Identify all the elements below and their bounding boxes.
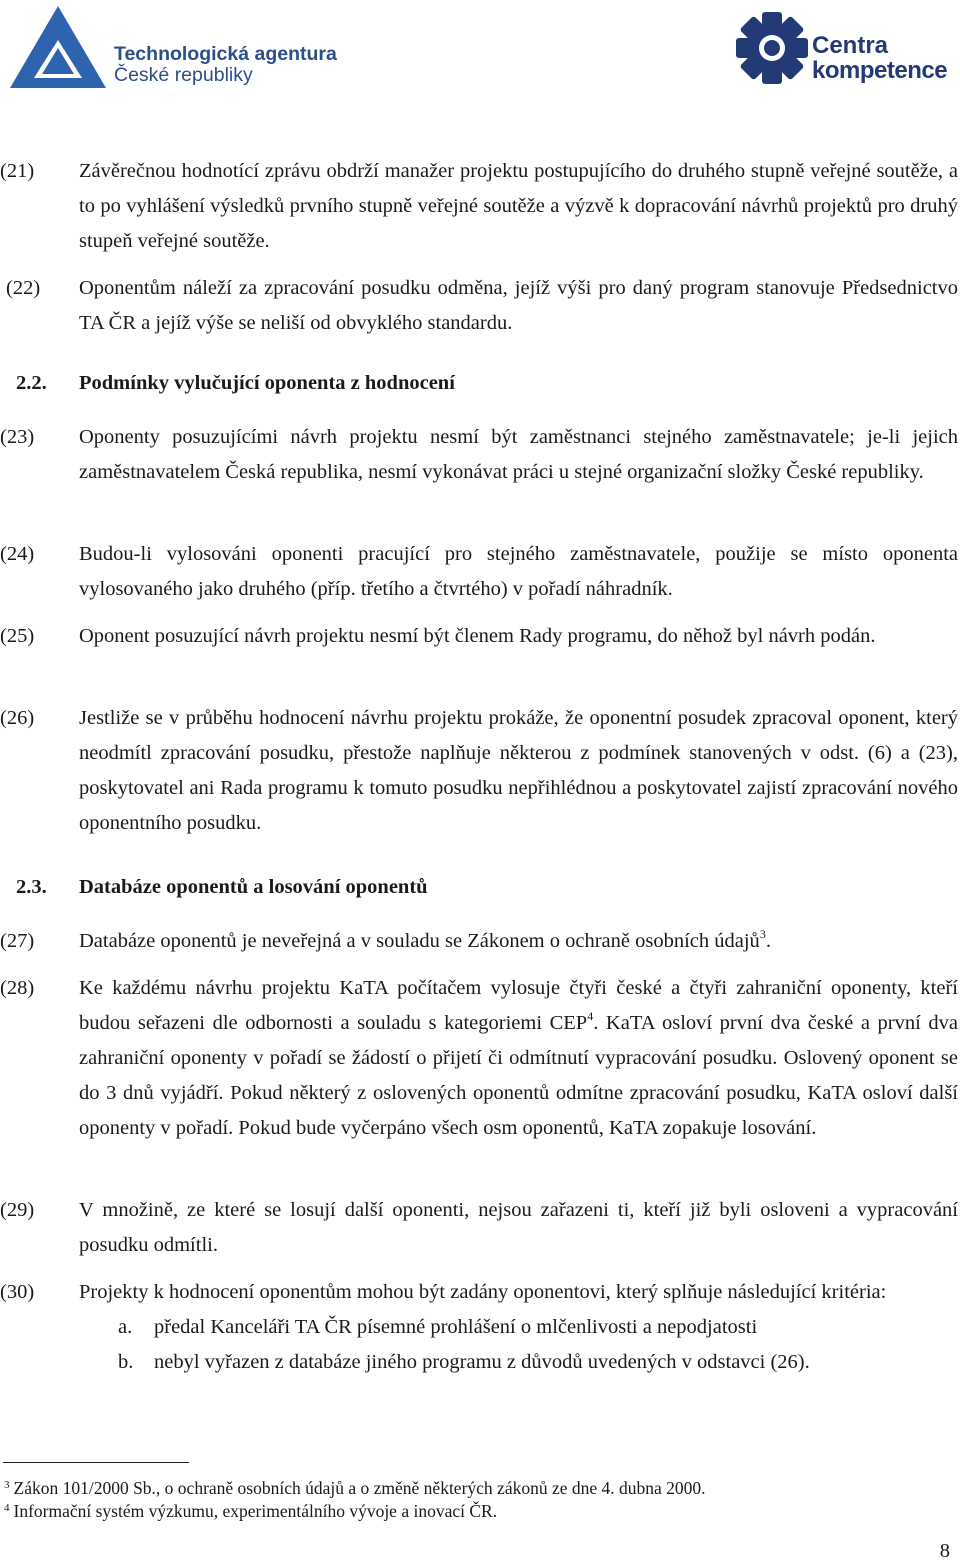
tacr-name-line1: Technologická agentura [114, 43, 337, 65]
paragraph-text [79, 924, 958, 959]
footnote-3 [4, 1477, 706, 1499]
paragraph-number: (25) [0, 625, 35, 647]
footnote-mark: 4 [4, 1502, 10, 1514]
section-number: 2.2. [16, 372, 47, 394]
paragraph-number: (29) [0, 1199, 35, 1221]
paragraph-26 [0, 701, 958, 841]
paragraph-number: (28) [0, 977, 35, 999]
paragraph-text-part1: Ke každému návrhu projektu KaTA počítačem vylosuje čtyři české a čtyři zahraniční oponenty, kteří budou seřazeni dle odbornosti a souladu s kategoriemi CEP [79, 977, 958, 1034]
footnote-4 [4, 1500, 497, 1522]
paragraph-29 [0, 1193, 958, 1263]
list-item-text: nebyl vyřazen z databáze jiného programu z důvodů uvedených v odstavci (26). [154, 1351, 810, 1373]
footnote-ref-3: 3 [759, 927, 766, 941]
paragraph-text: V množině, ze které se losují další oponenti, nejsou zařazeni ti, kteří již byli osloveni a vypracování posudku odmítli. [79, 1199, 958, 1256]
centra-kompetence-logo [734, 10, 948, 90]
paragraph-24 [0, 537, 958, 607]
paragraph-27 [0, 924, 958, 959]
paragraph-number: (24) [0, 543, 35, 565]
paragraph-23 [0, 420, 958, 490]
paragraph-number: (21) [0, 160, 35, 182]
list-item-label: a. [118, 1316, 133, 1338]
tacr-logo [8, 4, 337, 90]
list-item [79, 1345, 958, 1380]
tacr-name-line2: České republiky [114, 64, 253, 86]
criteria-list [79, 1310, 958, 1380]
footnote-text: Zákon 101/2000 Sb., o ochraně osobních údajů a o změně některých zákonů ze dne 4. dubna 2000. [13, 1478, 706, 1498]
paragraph-text: Oponentům náleží za zpracování posudku odměna, jejíž výši pro daný program stanovuje Předsednictvo TA ČR a jejíž výše se neliší od obvyklého standardu. [79, 277, 958, 334]
paragraph-text-body: Databáze oponentů je neveřejná a v souladu se Zákonem o ochraně osobních údajů [79, 930, 760, 952]
paragraph-number: (22) [6, 277, 41, 299]
paragraph-number: (30) [0, 1281, 35, 1303]
footnote-mark: 3 [4, 1479, 10, 1491]
ck-name-line1: Centra [812, 32, 889, 59]
paragraph-30 [0, 1275, 958, 1380]
star-puzzle-icon [734, 10, 810, 86]
paragraph-text: Projekty k hodnocení oponentům mohou být zadány oponentovi, který splňuje následující kritéria: [79, 1281, 887, 1303]
paragraph-text [79, 971, 958, 1146]
footnote-text: Informační systém výzkumu, experimentálního vývoje a inovací ČR. [13, 1501, 498, 1521]
paragraph-number: (27) [0, 930, 35, 952]
paragraph-number: (23) [0, 426, 35, 448]
page-number: 8 [939, 1540, 950, 1562]
ck-name-line2: kompetence [812, 57, 948, 84]
paragraph-text: Budou-li vylosováni oponenti pracující pro stejného zaměstnavatele, použije se místo oponenta vylosovaného jako druhého (příp. třetího a čtvrtého) v pořadí náhradník. [79, 543, 958, 600]
paragraph-text: Jestliže se v průběhu hodnocení návrhu projektu prokáže, že oponentní posudek zpracoval oponent, který neodmítl zpracování posudku, přestože naplňuje některou z podmínek stanovených v odst. (6) a (23), poskytovatel ani Rada programu k tomuto posudku nepřihlédnou a poskytovatel zajistí zpracování nového oponentního posudku. [79, 707, 958, 834]
section-title: Databáze oponentů a losování oponentů [79, 876, 428, 898]
paragraph-25 [0, 619, 958, 654]
list-item-text: předal Kanceláři TA ČR písemné prohlášení o mlčenlivosti a nepodjatosti [154, 1316, 758, 1338]
footnote-ref-4: 4 [587, 1009, 594, 1023]
paragraph-text-part2: . KaTA osloví první dva české a první dva zahraniční oponenty v pořadí se žádostí o přijetí či odmítnutí vypracování posudku. Oslovený oponent se do 3 dnů vyjádří. Pokud některý z oslovených oponentů odmítne zpracování posudku, KaTA osloví další oponenty v pořadí. Pokud bude vyčerpáno všech osm oponentů, KaTA zopakuje losování. [79, 1012, 958, 1139]
list-item-label: b. [118, 1351, 134, 1373]
footnote-divider [3, 1462, 189, 1463]
section-number: 2.3. [16, 876, 47, 898]
list-item [79, 1310, 958, 1345]
paragraph-28 [0, 971, 958, 1146]
tacr-triangle-icon [8, 4, 108, 90]
paragraph-text: Oponenty posuzujícími návrh projektu nesmí být zaměstnanci stejného zaměstnavatele; je-li jejich zaměstnavatelem Česká republika, nesmí vykonávat práci u stejné organizační složky České republiky. [79, 426, 958, 483]
paragraph-text: Oponent posuzující návrh projektu nesmí být členem Rady programu, do něhož byl návrh podán. [79, 625, 876, 647]
paragraph-22 [0, 271, 958, 341]
paragraph-21 [0, 154, 958, 259]
section-title: Podmínky vylučující oponenta z hodnocení [79, 372, 455, 394]
paragraph-text-end: . [765, 930, 771, 952]
paragraph-number: (26) [0, 707, 35, 729]
paragraph-text: Závěrečnou hodnotící zprávu obdrží manažer projektu postupujícího do druhého stupně veřejné soutěže, a to po vyhlášení výsledků prvního stupně veřejné soutěže a výzvě k dopracování návrhů projektů pro druhý stupeň veřejné soutěže. [79, 160, 958, 252]
